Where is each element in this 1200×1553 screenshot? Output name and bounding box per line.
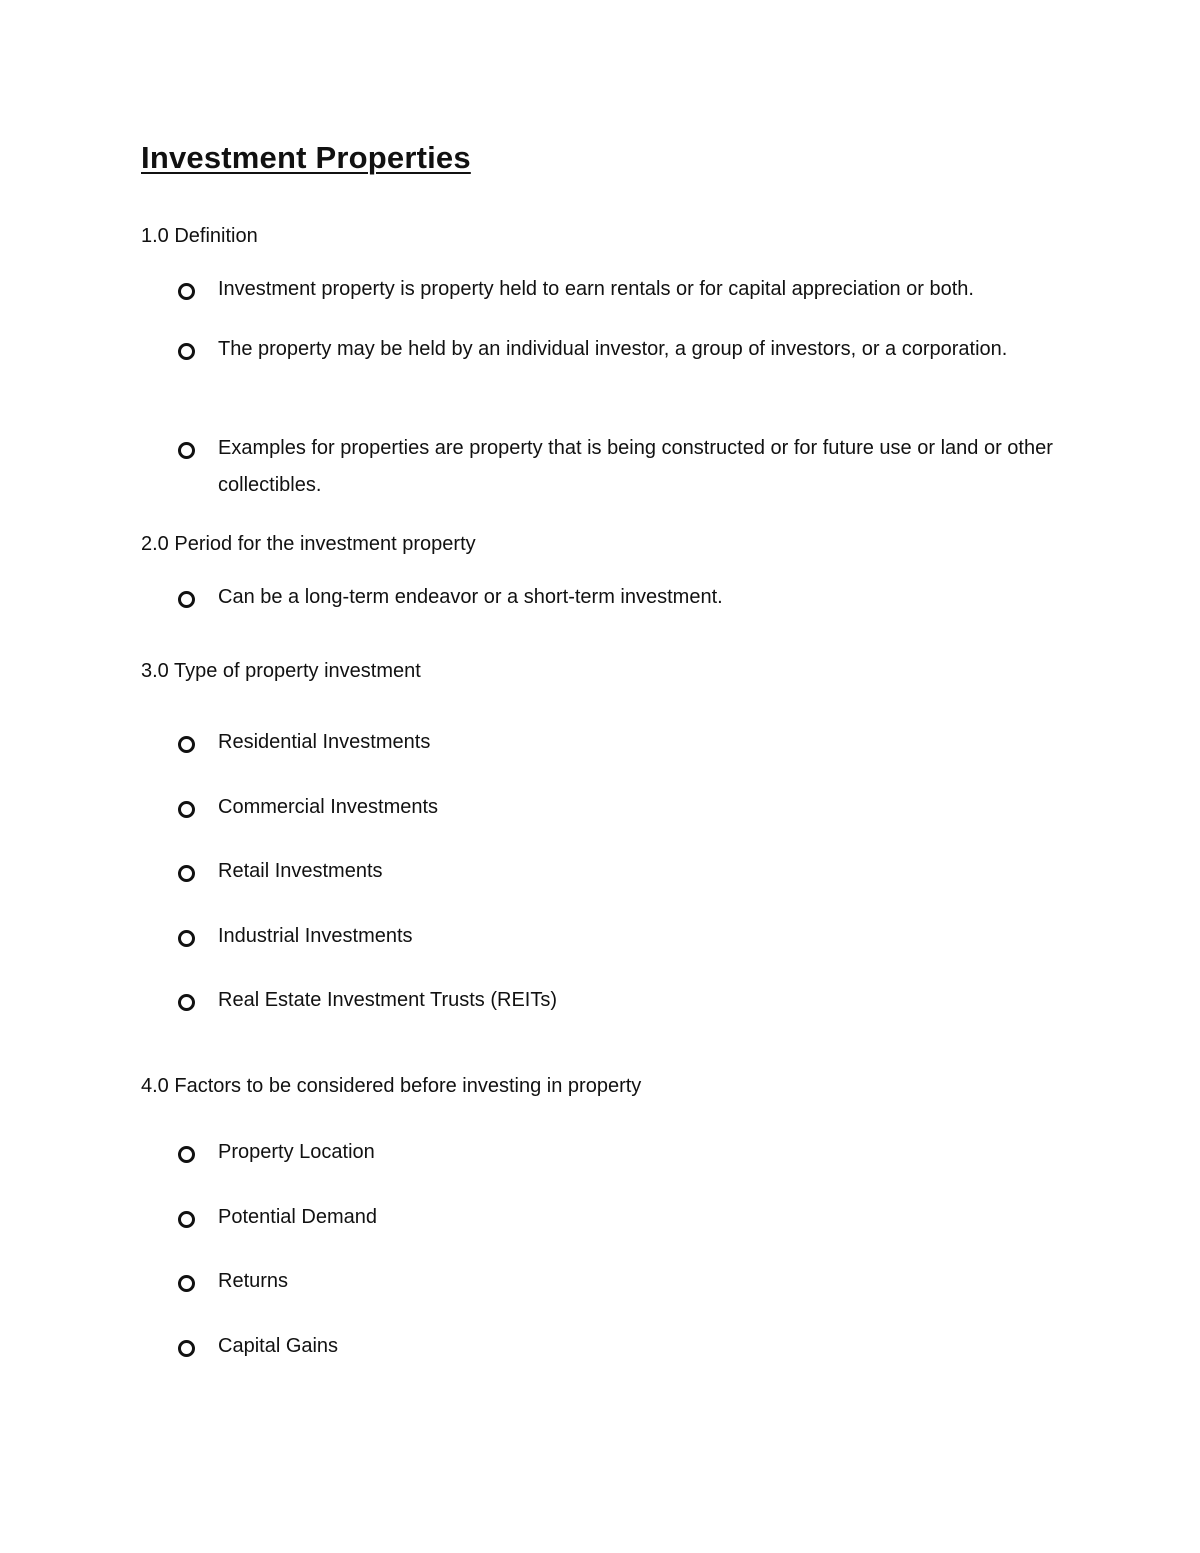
- list-item-text: The property may be held by an individual investor, a group of investors, or a corporation.: [218, 338, 1008, 360]
- list-item-text: Can be a long-term endeavor or a short-term investment.: [218, 586, 723, 608]
- section-heading-factors: 4.0 Factors to be considered before investing in property: [141, 1075, 642, 1097]
- list-item-text: Capital Gains: [218, 1335, 339, 1357]
- list-item-text: Returns: [218, 1270, 289, 1292]
- hollow-circle-bullet-icon: [178, 865, 195, 882]
- list-item-text: Real Estate Investment Trusts (REITs): [218, 989, 557, 1011]
- section-heading-definition: 1.0 Definition: [141, 225, 258, 247]
- hollow-circle-bullet-icon: [178, 283, 195, 300]
- hollow-circle-bullet-icon: [178, 930, 195, 947]
- hollow-circle-bullet-icon: [178, 343, 195, 360]
- list-item-text: Retail Investments: [218, 860, 383, 882]
- list-item-text: Property Location: [218, 1141, 375, 1163]
- list-item-text: Industrial Investments: [218, 925, 413, 947]
- list-item-text: Commercial Investments: [218, 796, 439, 818]
- hollow-circle-bullet-icon: [178, 994, 195, 1011]
- hollow-circle-bullet-icon: [178, 591, 195, 608]
- hollow-circle-bullet-icon: [178, 736, 195, 753]
- list-item-text: Residential Investments: [218, 731, 431, 753]
- hollow-circle-bullet-icon: [178, 1275, 195, 1292]
- hollow-circle-bullet-icon: [178, 1211, 195, 1228]
- hollow-circle-bullet-icon: [178, 1340, 195, 1357]
- list-item-text: Investment property is property held to earn rentals or for capital appreciation or both.: [218, 278, 974, 300]
- document-title: Investment Properties: [141, 140, 471, 175]
- list-item-text: Examples for properties are property that is being constructed or for future use or land or other collectibles.: [218, 437, 1053, 496]
- list-item-text: Potential Demand: [218, 1206, 377, 1228]
- hollow-circle-bullet-icon: [178, 1146, 195, 1163]
- section-heading-period: 2.0 Period for the investment property: [141, 533, 476, 555]
- section-heading-type: 3.0 Type of property investment: [141, 660, 421, 682]
- hollow-circle-bullet-icon: [178, 801, 195, 818]
- hollow-circle-bullet-icon: [178, 442, 195, 459]
